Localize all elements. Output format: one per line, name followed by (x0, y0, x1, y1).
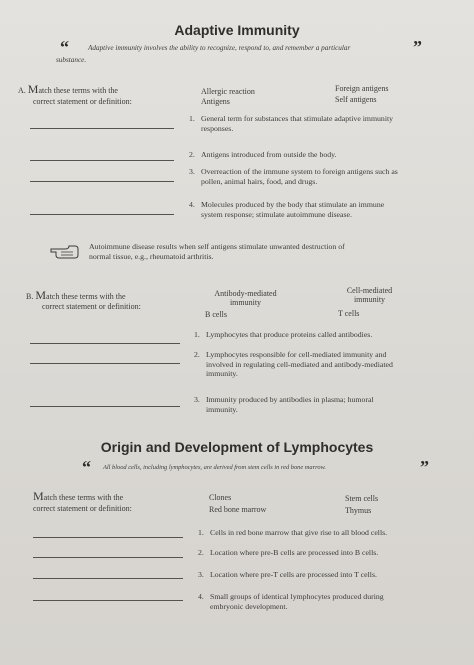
term-self-antigens: Self antigens (335, 95, 377, 104)
term-antigens: Antigens (201, 97, 230, 106)
part-a-instructions (18, 84, 118, 96)
part-a-instr-line1: atch these terms with the (38, 86, 118, 95)
quote-open-icon: “ (82, 457, 91, 477)
part-a-letter: A. (18, 86, 26, 95)
part-b-instructions (26, 290, 126, 302)
term-stem-cells: Stem cells (345, 494, 379, 503)
definition-c3: 3. Location where pre-T cells are processed into T cells. (198, 570, 377, 579)
intro-quote-line2: substance. (56, 56, 87, 64)
term-antibody-mediated-immunity: Antibody-mediated immunity (214, 289, 277, 307)
answer-blank-b2[interactable] (30, 363, 180, 364)
definition-c1: 1. Cells in red bone marrow that give rise to all blood cells. (198, 528, 388, 537)
section2-instructions (33, 491, 123, 503)
section2-instr-line2: correct statement or definition: (33, 504, 132, 513)
answer-blank-c3[interactable] (33, 578, 183, 579)
part-b-letter: B. (26, 292, 34, 301)
term-thymus: Thymus (345, 506, 372, 515)
term-foreign-antigens: Foreign antigens (335, 84, 389, 93)
part-a-instr-line2: correct statement or definition: (33, 97, 132, 106)
quote-open-icon: “ (60, 37, 69, 57)
answer-blank-b1[interactable] (30, 343, 180, 344)
quote-close-icon: ” (420, 457, 429, 477)
definition-a1: 1. General term for substances that stimulate adaptive immunity responses. (189, 114, 394, 133)
term-clones: Clones (209, 493, 232, 502)
part-b-instr-line1: atch these terms with the (46, 292, 126, 301)
definition-b1: 1. Lymphocytes that produce proteins called antibodies. (194, 330, 373, 339)
section-title-lymphocytes: Origin and Development of Lymphocytes (100, 439, 374, 455)
definition-a4: 4. Molecules produced by the body that stimulate an immune system response; stimulate autoimmune disease. (189, 200, 385, 219)
part-b-instr-line2: correct statement or definition: (42, 302, 141, 311)
answer-blank-b3[interactable] (30, 406, 180, 407)
part-a-initial: M (27, 82, 39, 96)
term-red-bone-marrow: Red bone marrow (209, 505, 267, 514)
definition-c2: 2. Location where pre-B cells are processed into B cells. (198, 548, 379, 557)
answer-blank-a4[interactable] (30, 214, 174, 215)
part-b-initial: M (35, 288, 47, 302)
definition-a2: 2. Antigens introduced from outside the body. (189, 150, 337, 159)
quote-close-icon: ” (413, 37, 422, 57)
section2-initial: M (33, 489, 44, 503)
answer-blank-a2[interactable] (30, 160, 174, 161)
autoimmune-note: Autoimmune disease results when self antigens stimulate unwanted destruction of normal tissue, e.g., rheumatoid arthritis. (89, 242, 345, 261)
definition-b2: 2. Lymphocytes responsible for cell-mediated immunity and involved in regulating cell-mediated and antibody-mediated immunity. (194, 350, 393, 378)
intro-quote-line1: Adaptive immunity involves the ability to recognize, respond to, and remember a particular (88, 44, 351, 52)
answer-blank-c4[interactable] (33, 600, 183, 601)
term-allergic-reaction: Allergic reaction (201, 87, 255, 96)
section2-instr-line1: atch these terms with the (43, 493, 124, 502)
definition-b3: 3. Immunity produced by antibodies in plasma; humoral immunity. (194, 395, 374, 414)
definition-a3: 3. Overreaction of the immune system to foreign antigens such as pollen, animal hairs, food, and drugs. (189, 167, 398, 186)
term-b-cells: B cells (205, 310, 227, 319)
lymphocyte-quote: All blood cells, including lymphocytes, are derived from stem cells in red bone marrow. (103, 464, 326, 471)
definition-c4: 4. Small groups of identical lymphocytes produced during embryonic development. (198, 592, 384, 611)
term-t-cells: T cells (338, 309, 360, 318)
section-title-adaptive-immunity: Adaptive Immunity (174, 22, 300, 38)
pointing-hand-icon (49, 241, 79, 261)
answer-blank-c1[interactable] (33, 537, 183, 538)
answer-blank-c2[interactable] (33, 557, 183, 558)
answer-blank-a3[interactable] (30, 181, 174, 182)
answer-blank-a1[interactable] (30, 128, 174, 129)
term-cell-mediated-immunity: Cell-mediated immunity (346, 286, 393, 304)
